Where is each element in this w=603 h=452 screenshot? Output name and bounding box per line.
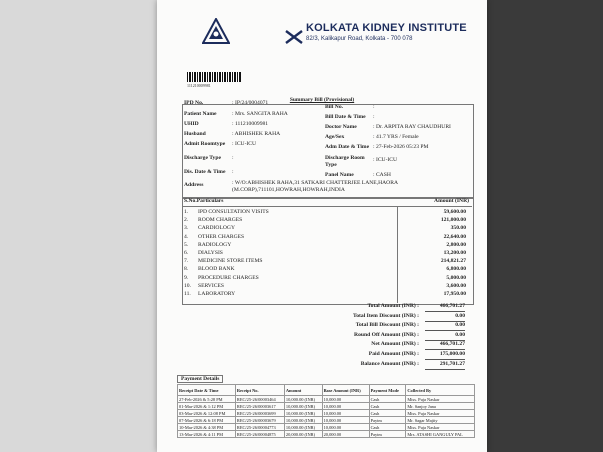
particular-row [184, 217, 472, 224]
bill-no-label: Bill No. [325, 104, 344, 110]
payment-cell: 13-Mar-2026 & 4:11 PM [178, 431, 236, 438]
address-value: : W/O:ABHISHEK RAHA,31 SATKARI CHATTERJEE LANE,HAORA (M.CORP),711101,HOWRAH,HOWRAH,INDIA [232, 180, 398, 193]
particular-number: 5. [184, 241, 189, 248]
husband-label: Husband [184, 131, 206, 137]
background-right [486, 0, 603, 452]
patient-name-label: Patient Name [184, 111, 217, 117]
payment-column-header: Payment Mode [369, 385, 406, 396]
particular-name: RADIOLOGY [198, 241, 232, 248]
total-value: 0.00 [425, 321, 465, 331]
doctor-label: Doctor Name [325, 124, 357, 130]
husband-value: : ABHISHEK RAHA [232, 131, 281, 137]
total-value: 0.00 [425, 312, 465, 322]
discharge-type-label: Discharge Type [184, 155, 221, 161]
payment-cell: 07-Mar-2026 & 6:18 PM [178, 417, 236, 424]
uhid-label: UHID [184, 121, 199, 127]
payment-cell: Mrs. ATASHI GANGULY PAL [406, 431, 475, 438]
admit-roomtype-value: : ICU-ICU [232, 141, 257, 147]
payment-cell: REC/25-26/00003464 [235, 396, 284, 403]
total-label: Balance Amount (INR) : [360, 360, 419, 367]
doctor-value: : Dr. ARPITA RAY CHAUDHURI [373, 124, 451, 130]
particular-row [184, 234, 472, 241]
payment-row [178, 403, 475, 410]
payment-cell: Paytm [369, 417, 406, 424]
payment-cell: REC/25-26/00004773 [235, 424, 284, 431]
payment-cell: Cash [369, 396, 406, 403]
payment-column-header: Base Amount (INR) [322, 385, 369, 396]
discharge-room-label: Discharge Room Type [325, 155, 365, 168]
particular-number: 8. [184, 266, 189, 273]
particulars-list [184, 209, 474, 301]
address-label: Address [184, 182, 204, 188]
total-label: Total Bill Discount (INR) : [355, 322, 419, 329]
barcode-number: 111210009981 [187, 83, 211, 88]
particular-name: IPD CONSULTATION VISITS [198, 209, 269, 215]
total-value: 466,701.27 [425, 340, 465, 350]
payment-table-header [178, 385, 475, 396]
ipd-label: IPD No. [184, 100, 204, 106]
payment-cell: 10-Mar-2026 & 4:38 PM [178, 424, 236, 431]
particular-name: SERVICES [198, 282, 224, 289]
hospital-address: 82/3, Kalikapur Road, Kolkata - 700 078 [306, 36, 413, 42]
particulars-header-amount: Amount (INR) [434, 198, 469, 204]
payment-column-header: Amount [284, 385, 322, 396]
payment-cell: 10,000.00 [322, 417, 369, 424]
payment-cell: REC/25-26/00003679 [235, 417, 284, 424]
payment-table-body [178, 396, 475, 438]
age-sex-value: : 41.7 YRS / Female [373, 134, 419, 140]
particular-name: ROOM CHARGES [198, 217, 243, 224]
particular-row [184, 225, 472, 232]
particular-row [184, 250, 472, 257]
particular-amount: 59,600.00 [443, 209, 466, 215]
particular-amount: 22,640.00 [443, 233, 466, 240]
payment-cell: 10,000.00 (INR) [284, 403, 322, 410]
adm-date-label: Adm Date & Time [325, 144, 370, 150]
payment-cell: 10,000.00 [322, 424, 369, 431]
total-value: 0.00 [425, 331, 465, 341]
particular-amount: 17,950.00 [443, 291, 466, 297]
particulars-header-label: S.No.Particulars [184, 198, 224, 204]
payment-row [178, 417, 475, 424]
payment-cell: 10,000.00 (INR) [284, 396, 322, 403]
payment-cell: 20,000.00 (INR) [284, 431, 322, 438]
particular-row [184, 258, 472, 265]
payment-row [178, 431, 475, 438]
particular-row [184, 242, 472, 249]
discharge-room-value: : ICU-ICU [373, 157, 398, 163]
panel-label: Panel Name [325, 172, 354, 178]
background-left [0, 0, 162, 452]
particular-amount: 2,800.00 [446, 241, 466, 248]
particular-name: MEDICINE STORE ITEMS [198, 258, 263, 265]
payment-row [178, 410, 475, 417]
payment-cell: Miss. Puja Naskar [406, 410, 475, 417]
totals-section [157, 302, 487, 372]
payment-cell: Paytm [369, 431, 406, 438]
particular-number: 4. [184, 233, 189, 240]
particular-name: LABORATORY [198, 291, 236, 297]
discharge-type-value: : [232, 155, 234, 161]
particular-number: 7. [184, 258, 189, 265]
payment-row [178, 396, 475, 403]
adm-date-value: : 27-Feb-2026 05:23 PM [373, 144, 429, 150]
payment-cell: 10,000.00 [322, 403, 369, 410]
particular-name: DIALYSIS [198, 250, 223, 256]
hospital-header [284, 22, 484, 42]
particular-row [184, 275, 472, 282]
payment-cell: 10,000.00 [322, 410, 369, 417]
particular-number: 2. [184, 217, 189, 224]
total-value: 291,701.27 [425, 360, 465, 370]
bill-date-value: : [373, 114, 375, 120]
patient-name-value: : Mrs. SANGITA RAHA [232, 111, 288, 117]
hospital-emblem-icon [202, 18, 230, 44]
particular-amount: 121,000.00 [440, 217, 466, 224]
particular-amount: 6,800.00 [446, 266, 466, 273]
particular-number: 9. [184, 274, 189, 281]
payment-cell: Miss. Puja Naskar [406, 424, 475, 431]
particular-amount: 5,000.00 [446, 274, 466, 281]
particular-row [184, 209, 472, 216]
panel-value: : CASH [373, 172, 391, 178]
payment-cell: REC/25-26/00004875 [235, 431, 284, 438]
payment-cell: 01-Mar-2026 & 1:12 PM [178, 403, 236, 410]
payment-cell: REC/25-26/00003699 [235, 410, 284, 417]
total-label: Paid Amount (INR) : [368, 351, 419, 357]
particular-row [184, 291, 472, 298]
admit-roomtype-label: Admit Roomtype [184, 141, 226, 147]
payment-cell: 10,000.00 (INR) [284, 424, 322, 431]
payment-cell: 20,000.00 [322, 431, 369, 438]
payment-details-title: Payment Details [177, 375, 223, 383]
particular-amount: 3,600.00 [446, 282, 466, 289]
particular-amount: 13,200.00 [443, 250, 466, 256]
bill-no-value: : [373, 104, 375, 110]
uhid-value: : 111210009981 [232, 121, 269, 127]
particular-number: 1. [184, 209, 189, 215]
particular-number: 6. [184, 250, 189, 256]
payment-column-header: Collected By [406, 385, 475, 396]
summary-title: Summary Bill (Provisional) [289, 97, 355, 103]
total-value: 175,000.00 [425, 350, 465, 360]
particular-name: BLOOD BANK [198, 266, 235, 273]
dis-date-label: Dis. Date & Time [184, 169, 226, 175]
payment-row [178, 424, 475, 431]
total-value: 466,701.27 [425, 302, 465, 312]
particular-name: PROCEDURE CHARGES [198, 274, 259, 281]
payment-cell: 10,000.00 (INR) [284, 417, 322, 424]
particular-row [184, 283, 472, 290]
barcode [187, 72, 241, 82]
payment-cell: Cash [369, 403, 406, 410]
ipd-value: : IP/24/0004071 [232, 100, 269, 106]
age-sex-label: Age/Sex [325, 134, 345, 140]
payment-cell: 27-Feb-2026 & 5:28 PM [178, 396, 236, 403]
payment-cell: Mr. Sanjoy Jana [406, 403, 475, 410]
bill-document [157, 0, 487, 452]
payment-cell: 10,000.00 (INR) [284, 410, 322, 417]
dis-date-value: : [232, 169, 234, 175]
particulars-header [182, 198, 472, 207]
payment-column-header: Receipt Date & Time [178, 385, 236, 396]
particular-amount: 350.00 [450, 225, 466, 232]
payment-cell: REC/25-26/00003617 [235, 403, 284, 410]
payment-cell: 10,000.00 [322, 396, 369, 403]
payment-column-header: Receipt No. [235, 385, 284, 396]
payment-table [177, 384, 475, 438]
total-label: Net Amount (INR) : [371, 341, 419, 348]
bill-date-label: Bill Date & Time [325, 114, 366, 120]
hospital-name: KOLKATA KIDNEY INSTITUTE [306, 22, 467, 34]
particular-number: 11. [184, 291, 191, 297]
particular-number: 10. [184, 282, 191, 289]
total-label: Total Amount (INR) : [367, 303, 419, 309]
total-label: Total Item Discount (INR) : [353, 312, 419, 319]
particular-name: CARDIOLOGY [198, 225, 235, 232]
payment-cell: Mr. Sagar Majity [406, 417, 475, 424]
particular-number: 3. [184, 225, 189, 232]
payment-cell: Cash [369, 424, 406, 431]
particular-amount: 214,821.27 [440, 258, 466, 265]
payment-cell: Cash [369, 410, 406, 417]
payment-cell: 03-Mar-2026 & 12:08 PM [178, 410, 236, 417]
particular-row [184, 266, 472, 273]
total-label: Round Off Amount (INR) : [354, 331, 419, 338]
particular-name: OTHER CHARGES [198, 233, 245, 240]
payment-cell: Miss. Puja Naskar [406, 396, 475, 403]
